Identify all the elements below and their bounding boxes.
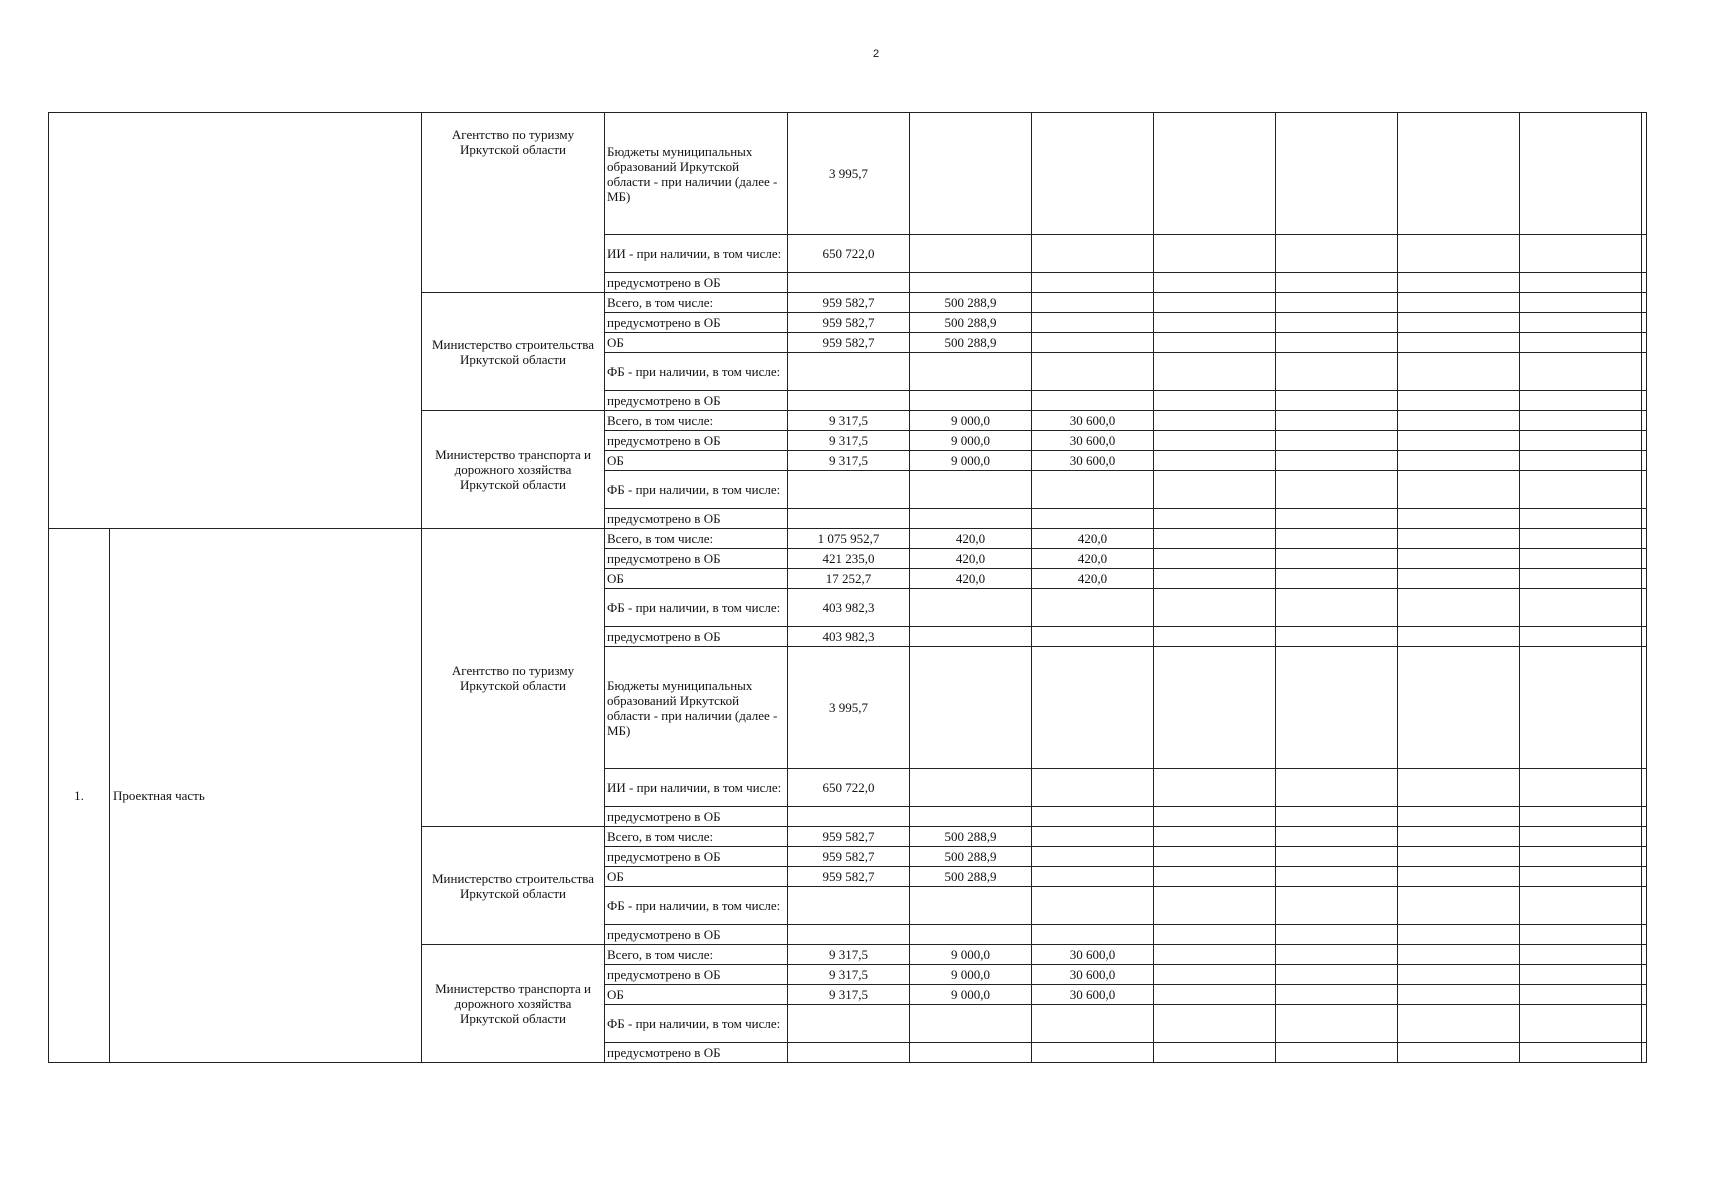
amount-cell: 500 288,9: [910, 827, 1032, 847]
amount-cell: 30 600,0: [1032, 431, 1154, 451]
empty-cell: [1398, 471, 1520, 509]
amount-cell: [1032, 827, 1154, 847]
empty-cell: [1642, 569, 1647, 589]
amount-cell: 30 600,0: [1032, 411, 1154, 431]
amount-cell: 650 722,0: [788, 235, 910, 273]
empty-cell: [1642, 273, 1647, 293]
funding-source: ИИ - при наличии, в том числе:: [605, 769, 788, 807]
empty-cell: [1398, 1005, 1520, 1043]
empty-cell: [1520, 827, 1642, 847]
amount-cell: [910, 509, 1032, 529]
amount-cell: [1032, 1005, 1154, 1043]
empty-cell: [1276, 273, 1398, 293]
amount-cell: 420,0: [1032, 569, 1154, 589]
empty-cell: [1520, 411, 1642, 431]
amount-cell: [788, 273, 910, 293]
funding-source: предусмотрено в ОБ: [605, 313, 788, 333]
amount-cell: 959 582,7: [788, 847, 910, 867]
empty-cell: [1276, 235, 1398, 273]
empty-cell: [1154, 509, 1276, 529]
empty-cell: [1398, 945, 1520, 965]
funding-source: ОБ: [605, 985, 788, 1005]
funding-source: предусмотрено в ОБ: [605, 1043, 788, 1063]
amount-cell: [1032, 1043, 1154, 1063]
empty-cell: [1520, 113, 1642, 235]
empty-cell: [1642, 589, 1647, 627]
empty-cell: [1276, 985, 1398, 1005]
empty-cell: [1398, 235, 1520, 273]
amount-cell: 9 317,5: [788, 965, 910, 985]
empty-cell: [1154, 313, 1276, 333]
empty-cell: [1642, 431, 1647, 451]
amount-cell: [910, 471, 1032, 509]
amount-cell: [788, 925, 910, 945]
amount-cell: 9 000,0: [910, 965, 1032, 985]
empty-cell: [1398, 965, 1520, 985]
empty-cell: [1154, 589, 1276, 627]
empty-cell: [1520, 945, 1642, 965]
funding-source: Всего, в том числе:: [605, 293, 788, 313]
empty-cell: [1642, 769, 1647, 807]
empty-cell: [1154, 847, 1276, 867]
empty-cell: [1398, 627, 1520, 647]
amount-cell: 403 982,3: [788, 627, 910, 647]
empty-cell: [1398, 529, 1520, 549]
empty-cell: [1154, 1043, 1276, 1063]
empty-cell: [1642, 847, 1647, 867]
amount-cell: [1032, 647, 1154, 769]
empty-cell: [1154, 867, 1276, 887]
empty-cell: [1154, 1005, 1276, 1043]
amount-cell: [1032, 333, 1154, 353]
empty-cell: [1642, 529, 1647, 549]
amount-cell: [788, 1043, 910, 1063]
funding-source: ФБ - при наличии, в том числе:: [605, 887, 788, 925]
empty-cell: [1154, 827, 1276, 847]
amount-cell: 9 317,5: [788, 431, 910, 451]
empty-cell: [1398, 313, 1520, 333]
blank-cell: [49, 113, 422, 529]
empty-cell: [1276, 965, 1398, 985]
amount-cell: 650 722,0: [788, 769, 910, 807]
empty-cell: [1520, 769, 1642, 807]
empty-cell: [1642, 925, 1647, 945]
funding-source: ФБ - при наличии, в том числе:: [605, 353, 788, 391]
amount-cell: 17 252,7: [788, 569, 910, 589]
amount-cell: [1032, 887, 1154, 925]
funding-source: ФБ - при наличии, в том числе:: [605, 1005, 788, 1043]
empty-cell: [1642, 1043, 1647, 1063]
empty-cell: [1642, 945, 1647, 965]
funding-source: предусмотрено в ОБ: [605, 549, 788, 569]
agency-cell: Агентство по туризму Иркутской области: [422, 113, 605, 293]
amount-cell: [1032, 293, 1154, 313]
amount-cell: 420,0: [910, 529, 1032, 549]
funding-source: предусмотрено в ОБ: [605, 965, 788, 985]
empty-cell: [1642, 451, 1647, 471]
empty-cell: [1398, 827, 1520, 847]
empty-cell: [1520, 847, 1642, 867]
amount-cell: [910, 887, 1032, 925]
empty-cell: [1398, 1043, 1520, 1063]
empty-cell: [1154, 333, 1276, 353]
section-index: 1.: [49, 529, 110, 1063]
empty-cell: [1642, 113, 1647, 235]
empty-cell: [1520, 549, 1642, 569]
funding-source: предусмотрено в ОБ: [605, 925, 788, 945]
empty-cell: [1154, 627, 1276, 647]
amount-cell: [910, 925, 1032, 945]
empty-cell: [1398, 451, 1520, 471]
amount-cell: [1032, 925, 1154, 945]
amount-cell: [788, 391, 910, 411]
empty-cell: [1520, 1005, 1642, 1043]
empty-cell: [1520, 867, 1642, 887]
funding-source: предусмотрено в ОБ: [605, 391, 788, 411]
empty-cell: [1276, 529, 1398, 549]
empty-cell: [1154, 569, 1276, 589]
empty-cell: [1276, 627, 1398, 647]
amount-cell: [910, 627, 1032, 647]
empty-cell: [1642, 411, 1647, 431]
funding-source: Бюджеты муниципальных образований Иркутской области - при наличии (далее - МБ): [605, 647, 788, 769]
empty-cell: [1642, 509, 1647, 529]
amount-cell: [788, 1005, 910, 1043]
funding-source: ФБ - при наличии, в том числе:: [605, 471, 788, 509]
empty-cell: [1642, 867, 1647, 887]
empty-cell: [1642, 807, 1647, 827]
empty-cell: [1520, 647, 1642, 769]
empty-cell: [1276, 887, 1398, 925]
empty-cell: [1642, 391, 1647, 411]
funding-source: предусмотрено в ОБ: [605, 847, 788, 867]
amount-cell: [1032, 867, 1154, 887]
empty-cell: [1520, 925, 1642, 945]
amount-cell: 9 000,0: [910, 451, 1032, 471]
empty-cell: [1398, 807, 1520, 827]
agency-cell: Министерство транспорта и дорожного хозяйства Иркутской области: [422, 945, 605, 1063]
amount-cell: 959 582,7: [788, 333, 910, 353]
empty-cell: [1520, 353, 1642, 391]
funding-source: Всего, в том числе:: [605, 411, 788, 431]
amount-cell: 500 288,9: [910, 847, 1032, 867]
empty-cell: [1154, 353, 1276, 391]
empty-cell: [1398, 333, 1520, 353]
amount-cell: [788, 807, 910, 827]
empty-cell: [1276, 333, 1398, 353]
empty-cell: [1154, 113, 1276, 235]
empty-cell: [1154, 807, 1276, 827]
empty-cell: [1154, 529, 1276, 549]
empty-cell: [1520, 431, 1642, 451]
amount-cell: [910, 1005, 1032, 1043]
amount-cell: 9 317,5: [788, 411, 910, 431]
amount-cell: 420,0: [910, 549, 1032, 569]
amount-cell: 30 600,0: [1032, 451, 1154, 471]
funding-source: ОБ: [605, 867, 788, 887]
empty-cell: [1642, 235, 1647, 273]
empty-cell: [1154, 235, 1276, 273]
amount-cell: 3 995,7: [788, 113, 910, 235]
empty-cell: [1154, 647, 1276, 769]
amount-cell: [1032, 847, 1154, 867]
amount-cell: 959 582,7: [788, 313, 910, 333]
amount-cell: [1032, 113, 1154, 235]
amount-cell: 3 995,7: [788, 647, 910, 769]
funding-source: предусмотрено в ОБ: [605, 509, 788, 529]
empty-cell: [1154, 471, 1276, 509]
empty-cell: [1520, 589, 1642, 627]
empty-cell: [1276, 647, 1398, 769]
amount-cell: 420,0: [1032, 529, 1154, 549]
amount-cell: [1032, 391, 1154, 411]
empty-cell: [1642, 627, 1647, 647]
section-name: Проектная часть: [110, 529, 422, 1063]
empty-cell: [1398, 509, 1520, 529]
amount-cell: [1032, 235, 1154, 273]
empty-cell: [1276, 113, 1398, 235]
empty-cell: [1276, 431, 1398, 451]
empty-cell: [1398, 293, 1520, 313]
funding-source: предусмотрено в ОБ: [605, 627, 788, 647]
agency-cell: Министерство строительства Иркутской области: [422, 827, 605, 945]
amount-cell: 959 582,7: [788, 293, 910, 313]
amount-cell: 9 000,0: [910, 431, 1032, 451]
amount-cell: [910, 807, 1032, 827]
amount-cell: [910, 353, 1032, 391]
empty-cell: [1520, 471, 1642, 509]
empty-cell: [1154, 769, 1276, 807]
agency-cell: Агентство по туризму Иркутской области: [422, 529, 605, 827]
empty-cell: [1398, 985, 1520, 1005]
amount-cell: 500 288,9: [910, 293, 1032, 313]
empty-cell: [1276, 1043, 1398, 1063]
amount-cell: 9 317,5: [788, 945, 910, 965]
empty-cell: [1520, 529, 1642, 549]
empty-cell: [1154, 411, 1276, 431]
empty-cell: [1276, 847, 1398, 867]
empty-cell: [1398, 925, 1520, 945]
funding-source: предусмотрено в ОБ: [605, 431, 788, 451]
amount-cell: [1032, 589, 1154, 627]
amount-cell: [1032, 627, 1154, 647]
empty-cell: [1154, 887, 1276, 925]
empty-cell: [1642, 293, 1647, 313]
funding-source: Всего, в том числе:: [605, 945, 788, 965]
empty-cell: [1398, 647, 1520, 769]
agency-cell: Министерство строительства Иркутской области: [422, 293, 605, 411]
amount-cell: [910, 589, 1032, 627]
empty-cell: [1642, 647, 1647, 769]
empty-cell: [1154, 985, 1276, 1005]
empty-cell: [1520, 965, 1642, 985]
empty-cell: [1520, 235, 1642, 273]
empty-cell: [1276, 451, 1398, 471]
empty-cell: [1276, 569, 1398, 589]
amount-cell: [910, 1043, 1032, 1063]
amount-cell: 9 000,0: [910, 411, 1032, 431]
empty-cell: [1276, 589, 1398, 627]
empty-cell: [1398, 549, 1520, 569]
funding-source: ФБ - при наличии, в том числе:: [605, 589, 788, 627]
empty-cell: [1398, 353, 1520, 391]
empty-cell: [1154, 945, 1276, 965]
empty-cell: [1276, 293, 1398, 313]
amount-cell: [910, 647, 1032, 769]
table-row: [49, 529, 1647, 549]
empty-cell: [1398, 411, 1520, 431]
empty-cell: [1154, 431, 1276, 451]
empty-cell: [1520, 273, 1642, 293]
amount-cell: [1032, 769, 1154, 807]
amount-cell: 959 582,7: [788, 827, 910, 847]
amount-cell: 30 600,0: [1032, 945, 1154, 965]
funding-source: ОБ: [605, 451, 788, 471]
amount-cell: [910, 113, 1032, 235]
funding-source: ОБ: [605, 569, 788, 589]
amount-cell: 9 317,5: [788, 451, 910, 471]
empty-cell: [1520, 509, 1642, 529]
empty-cell: [1154, 293, 1276, 313]
empty-cell: [1398, 867, 1520, 887]
empty-cell: [1642, 333, 1647, 353]
empty-cell: [1276, 411, 1398, 431]
amount-cell: 403 982,3: [788, 589, 910, 627]
funding-source: ОБ: [605, 333, 788, 353]
financing-table: [48, 112, 1647, 1063]
funding-source: предусмотрено в ОБ: [605, 807, 788, 827]
empty-cell: [1276, 471, 1398, 509]
empty-cell: [1398, 589, 1520, 627]
amount-cell: [1032, 313, 1154, 333]
amount-cell: [1032, 273, 1154, 293]
empty-cell: [1520, 627, 1642, 647]
page-number: 2: [872, 48, 880, 60]
empty-cell: [1276, 313, 1398, 333]
agency-cell: Министерство транспорта и дорожного хозяйства Иркутской области: [422, 411, 605, 529]
empty-cell: [1520, 333, 1642, 353]
funding-source: предусмотрено в ОБ: [605, 273, 788, 293]
amount-cell: [910, 235, 1032, 273]
empty-cell: [1520, 391, 1642, 411]
empty-cell: [1276, 769, 1398, 807]
empty-cell: [1276, 353, 1398, 391]
empty-cell: [1520, 887, 1642, 925]
empty-cell: [1276, 807, 1398, 827]
amount-cell: 420,0: [1032, 549, 1154, 569]
empty-cell: [1642, 887, 1647, 925]
funding-source: Всего, в том числе:: [605, 827, 788, 847]
amount-cell: 959 582,7: [788, 867, 910, 887]
empty-cell: [1276, 1005, 1398, 1043]
amount-cell: 9 000,0: [910, 985, 1032, 1005]
amount-cell: 30 600,0: [1032, 985, 1154, 1005]
empty-cell: [1398, 569, 1520, 589]
amount-cell: 420,0: [910, 569, 1032, 589]
amount-cell: [1032, 509, 1154, 529]
empty-cell: [1154, 391, 1276, 411]
empty-cell: [1398, 391, 1520, 411]
amount-cell: [1032, 471, 1154, 509]
empty-cell: [1642, 1005, 1647, 1043]
empty-cell: [1642, 471, 1647, 509]
empty-cell: [1154, 549, 1276, 569]
funding-source: ИИ - при наличии, в том числе:: [605, 235, 788, 273]
amount-cell: 9 000,0: [910, 945, 1032, 965]
amount-cell: [788, 471, 910, 509]
amount-cell: [1032, 353, 1154, 391]
empty-cell: [1154, 273, 1276, 293]
amount-cell: [910, 273, 1032, 293]
empty-cell: [1398, 273, 1520, 293]
empty-cell: [1276, 945, 1398, 965]
empty-cell: [1520, 569, 1642, 589]
amount-cell: [788, 509, 910, 529]
amount-cell: 500 288,9: [910, 333, 1032, 353]
amount-cell: [1032, 807, 1154, 827]
empty-cell: [1642, 965, 1647, 985]
amount-cell: 1 075 952,7: [788, 529, 910, 549]
empty-cell: [1276, 391, 1398, 411]
empty-cell: [1276, 867, 1398, 887]
empty-cell: [1398, 113, 1520, 235]
empty-cell: [1398, 769, 1520, 807]
amount-cell: 500 288,9: [910, 313, 1032, 333]
empty-cell: [1642, 985, 1647, 1005]
empty-cell: [1520, 1043, 1642, 1063]
amount-cell: 9 317,5: [788, 985, 910, 1005]
funding-source: Всего, в том числе:: [605, 529, 788, 549]
empty-cell: [1520, 451, 1642, 471]
empty-cell: [1398, 431, 1520, 451]
amount-cell: [788, 353, 910, 391]
amount-cell: [910, 769, 1032, 807]
empty-cell: [1276, 509, 1398, 529]
empty-cell: [1154, 925, 1276, 945]
empty-cell: [1520, 807, 1642, 827]
amount-cell: 421 235,0: [788, 549, 910, 569]
empty-cell: [1276, 827, 1398, 847]
amount-cell: [910, 391, 1032, 411]
empty-cell: [1276, 549, 1398, 569]
empty-cell: [1520, 313, 1642, 333]
empty-cell: [1398, 847, 1520, 867]
empty-cell: [1642, 353, 1647, 391]
amount-cell: [788, 887, 910, 925]
empty-cell: [1154, 965, 1276, 985]
funding-source: Бюджеты муниципальных образований Иркутской области - при наличии (далее - МБ): [605, 113, 788, 235]
empty-cell: [1642, 549, 1647, 569]
empty-cell: [1276, 925, 1398, 945]
table-row: [49, 113, 1647, 235]
amount-cell: 30 600,0: [1032, 965, 1154, 985]
empty-cell: [1154, 451, 1276, 471]
amount-cell: 500 288,9: [910, 867, 1032, 887]
empty-cell: [1520, 985, 1642, 1005]
empty-cell: [1642, 827, 1647, 847]
empty-cell: [1398, 887, 1520, 925]
empty-cell: [1520, 293, 1642, 313]
empty-cell: [1642, 313, 1647, 333]
